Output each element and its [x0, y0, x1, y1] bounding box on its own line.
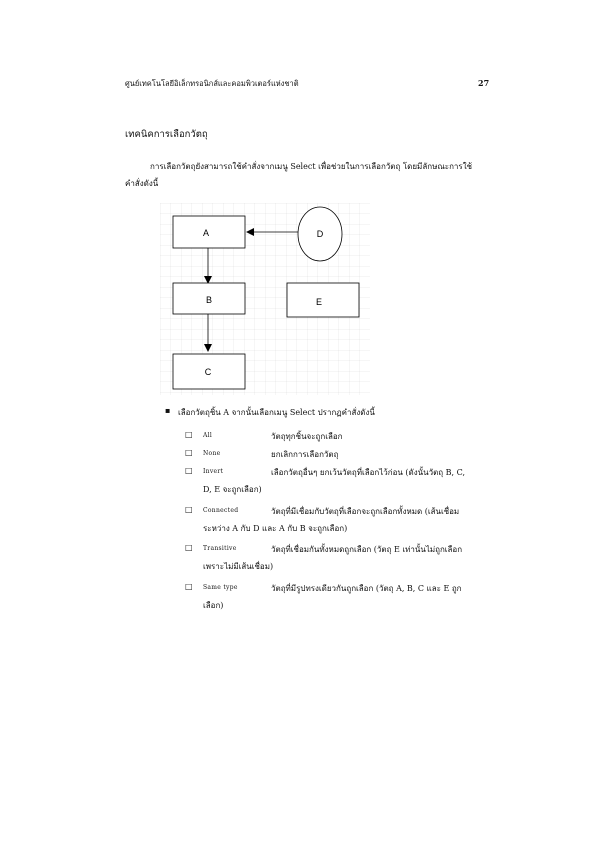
circle-d[interactable]: [298, 207, 342, 261]
option-desc-same-type-line1: วัตถุที่มีรูปทรงเดียวกันถูกเลือก (วัตถุ A, B, C และ E ถูก: [271, 584, 462, 593]
bullet-marker: ▪: [165, 406, 171, 415]
box-c-label: C: [204, 367, 212, 377]
option-desc-invert-line2: D, E จะถูกเลือก): [203, 485, 262, 494]
box-e[interactable]: [287, 283, 359, 317]
option-desc-none: ยกเลิกการเลือกวัตถุ: [271, 450, 339, 459]
option-bullet: □: [185, 543, 193, 552]
box-b-label: B: [205, 295, 213, 305]
option-desc-same-type-line2: เลือก): [203, 601, 224, 610]
option-label-invert: Invert: [203, 468, 224, 475]
box-a-label: A: [202, 228, 210, 238]
shape-diagram: [160, 203, 370, 395]
option-bullet: □: [185, 430, 193, 439]
bullet-text: เลือกวัตถุชิ้น A จากนั้นเลือกเมนู Select ปรากฏคำสั่งดังนี้: [178, 408, 375, 417]
box-c[interactable]: [173, 354, 245, 389]
option-bullet: □: [185, 505, 193, 514]
option-bullet: □: [185, 582, 193, 591]
intro-paragraph: การเลือกวัตถุยังสามารถใช้คำสั่งจากเมนู Select เพื่อช่วยในการเลือกวัตถุ โดยมีลักษณะการใช้คำสั่งดังนี้: [125, 162, 473, 188]
option-bullet: □: [185, 466, 193, 475]
box-a[interactable]: [173, 216, 245, 248]
option-label-same-type: Same type: [203, 584, 238, 591]
option-bullet: □: [185, 448, 193, 457]
section-heading: เทคนิคการเลือกวัตถุ: [125, 129, 208, 140]
option-label-all: All: [203, 432, 213, 439]
option-desc-all: วัตถุทุกชิ้นจะถูกเลือก: [271, 432, 343, 441]
box-e-label: E: [315, 297, 323, 307]
page-number: 27: [478, 78, 490, 88]
running-header: ศูนย์เทคโนโลยีอิเล็กทรอนิกส์และคอมพิวเตอร์แห่งชาติ: [125, 79, 299, 88]
option-desc-invert-line1: เลือกวัตถุอื่นๆ ยกเว้นวัตถุที่เลือกไว้ก่อน (ดังนั้นวัตถุ B, C,: [271, 468, 465, 477]
option-desc-transitive-line2: เพราะไม่มีเส้นเชื่อม): [203, 562, 274, 571]
circle-d-label: D: [316, 229, 324, 239]
option-desc-transitive-line1: วัตถุที่เชื่อมกันทั้งหมดถูกเลือก (วัตถุ E เท่านั้นไม่ถูกเลือก: [271, 545, 463, 554]
option-label-transitive: Transitive: [203, 545, 237, 552]
option-label-none: None: [203, 450, 221, 457]
option-desc-connected-line1: วัตถุที่มีเชื่อมกับวัตถุที่เลือกจะถูกเลือกทั้งหมด (เส้นเชื่อม: [271, 507, 460, 516]
box-b[interactable]: [173, 283, 245, 314]
option-desc-connected-line2: ระหว่าง A กับ D และ A กับ B จะถูกเลือก): [203, 524, 348, 533]
option-label-connected: Connected: [203, 507, 239, 514]
